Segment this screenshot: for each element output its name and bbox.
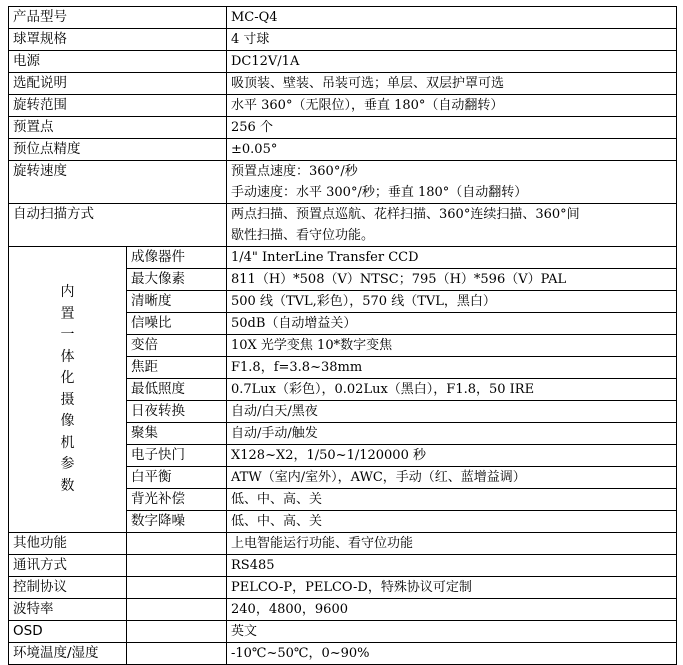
spec-row-presets xyxy=(9,117,677,139)
spec-row-baud xyxy=(9,599,677,621)
row-label: 产品型号 xyxy=(9,7,227,29)
row-value: 50dB（自动增益关） xyxy=(227,313,677,335)
row-value: ATW（室内/室外），AWC，手动（红、蓝增益调） xyxy=(227,467,677,489)
group-char: 像 xyxy=(60,413,75,429)
group-char: 内 xyxy=(60,284,75,300)
spec-row-osd xyxy=(9,621,677,643)
spec-row-options xyxy=(9,73,677,95)
spec-table xyxy=(8,6,677,665)
row-value xyxy=(227,161,677,204)
group-char: 置 xyxy=(60,305,75,322)
row-value: 低、中、高、关 xyxy=(227,511,677,533)
row-value: -10℃~50℃，0~90% xyxy=(227,643,677,665)
row-value: PELCO-P，PELCO-D，特殊协议可定制 xyxy=(227,577,677,599)
row-value: 500 线（TVL,彩色），570 线（TVL，黑白） xyxy=(227,291,677,313)
row-label: 其他功能 xyxy=(9,533,127,555)
row-value xyxy=(227,204,677,247)
row-value: 811（H）*508（V）NTSC；795（H）*596（V）PAL xyxy=(227,269,677,291)
group-char: 摄 xyxy=(60,391,75,408)
empty-cell xyxy=(127,599,227,621)
group-char: 参 xyxy=(60,456,75,472)
spec-row-protocol xyxy=(9,577,677,599)
spec-row-other xyxy=(9,533,677,555)
row-value: RS485 xyxy=(227,555,677,577)
spec-row-dome xyxy=(9,29,677,51)
row-value: F1.8，f=3.8~38mm xyxy=(227,357,677,379)
row-value: X128~X2，1/50~1/120000 秒 xyxy=(227,445,677,467)
spec-row-preset-accuracy xyxy=(9,139,677,161)
value-line: 两点扫描、预置点巡航、花样扫描、360°连续扫描、360°间 xyxy=(231,207,580,222)
row-value: 240，4800，9600 xyxy=(227,599,677,621)
row-label: 选配说明 xyxy=(9,73,227,95)
row-label: 控制协议 xyxy=(9,577,127,599)
group-char: 体 xyxy=(60,348,75,365)
row-value: 吸顶装、壁装、吊装可选；单层、双层护罩可选 xyxy=(227,73,677,95)
camera-group-label xyxy=(9,247,127,533)
row-label: 日夜转换 xyxy=(127,401,227,423)
row-value: ±0.05° xyxy=(227,139,677,161)
row-label: 最低照度 xyxy=(127,379,227,401)
spec-row-auto-scan xyxy=(9,204,677,247)
row-label: 焦距 xyxy=(127,357,227,379)
row-value: 水平 360°（无限位），垂直 180°（自动翻转） xyxy=(227,95,677,117)
row-label: 电子快门 xyxy=(127,445,227,467)
group-char: 数 xyxy=(60,477,75,494)
row-label: 信噪比 xyxy=(127,313,227,335)
row-label: 白平衡 xyxy=(127,467,227,489)
spec-row-camera xyxy=(9,247,677,269)
row-label: OSD xyxy=(9,621,127,643)
row-label: 旋转速度 xyxy=(9,161,227,204)
row-label: 电源 xyxy=(9,51,227,73)
row-label: 环境温度/湿度 xyxy=(9,643,127,665)
group-char: 化 xyxy=(60,370,75,386)
row-label: 球罩规格 xyxy=(9,29,227,51)
row-value: DC12V/1A xyxy=(227,51,677,73)
row-label: 变倍 xyxy=(127,335,227,357)
spec-row-rotation-range xyxy=(9,95,677,117)
spec-row-power xyxy=(9,51,677,73)
row-value: 0.7Lux（彩色），0.02Lux（黑白），F1.8，50 IRE xyxy=(227,379,677,401)
row-label: 预位点精度 xyxy=(9,139,227,161)
empty-cell xyxy=(127,621,227,643)
row-label: 数字降噪 xyxy=(127,511,227,533)
row-value: 自动/白天/黑夜 xyxy=(227,401,677,423)
spec-sheet xyxy=(8,6,676,665)
group-char: 一 xyxy=(60,327,75,343)
row-value: 英文 xyxy=(227,621,677,643)
row-value: 4 寸球 xyxy=(227,29,677,51)
empty-cell xyxy=(127,533,227,555)
group-char: 机 xyxy=(60,434,75,451)
row-label: 旋转范围 xyxy=(9,95,227,117)
value-line: 预置点速度：360°/秒 xyxy=(231,164,358,179)
row-label: 背光补偿 xyxy=(127,489,227,511)
row-value: MC-Q4 xyxy=(227,7,677,29)
row-label: 成像器件 xyxy=(127,247,227,269)
row-value: 1/4" InterLine Transfer CCD xyxy=(227,247,677,269)
spec-row-rotation-speed xyxy=(9,161,677,204)
row-label: 波特率 xyxy=(9,599,127,621)
spec-row-model xyxy=(9,7,677,29)
row-label: 聚集 xyxy=(127,423,227,445)
row-label: 预置点 xyxy=(9,117,227,139)
value-line: 手动速度：水平 300°/秒；垂直 180°（自动翻转） xyxy=(231,185,528,200)
row-value: 10X 光学变焦 10*数字变焦 xyxy=(227,335,677,357)
row-value: 自动/手动/触发 xyxy=(227,423,677,445)
row-label: 自动扫描方式 xyxy=(9,204,227,247)
empty-cell xyxy=(127,555,227,577)
row-label: 清晰度 xyxy=(127,291,227,313)
value-line: 歇性扫描、看守位功能。 xyxy=(231,228,375,243)
row-label: 通讯方式 xyxy=(9,555,127,577)
row-value: 低、中、高、关 xyxy=(227,489,677,511)
spec-row-comm xyxy=(9,555,677,577)
empty-cell xyxy=(127,577,227,599)
row-value: 256 个 xyxy=(227,117,677,139)
row-label: 最大像素 xyxy=(127,269,227,291)
row-value: 上电智能运行功能、看守位功能 xyxy=(227,533,677,555)
